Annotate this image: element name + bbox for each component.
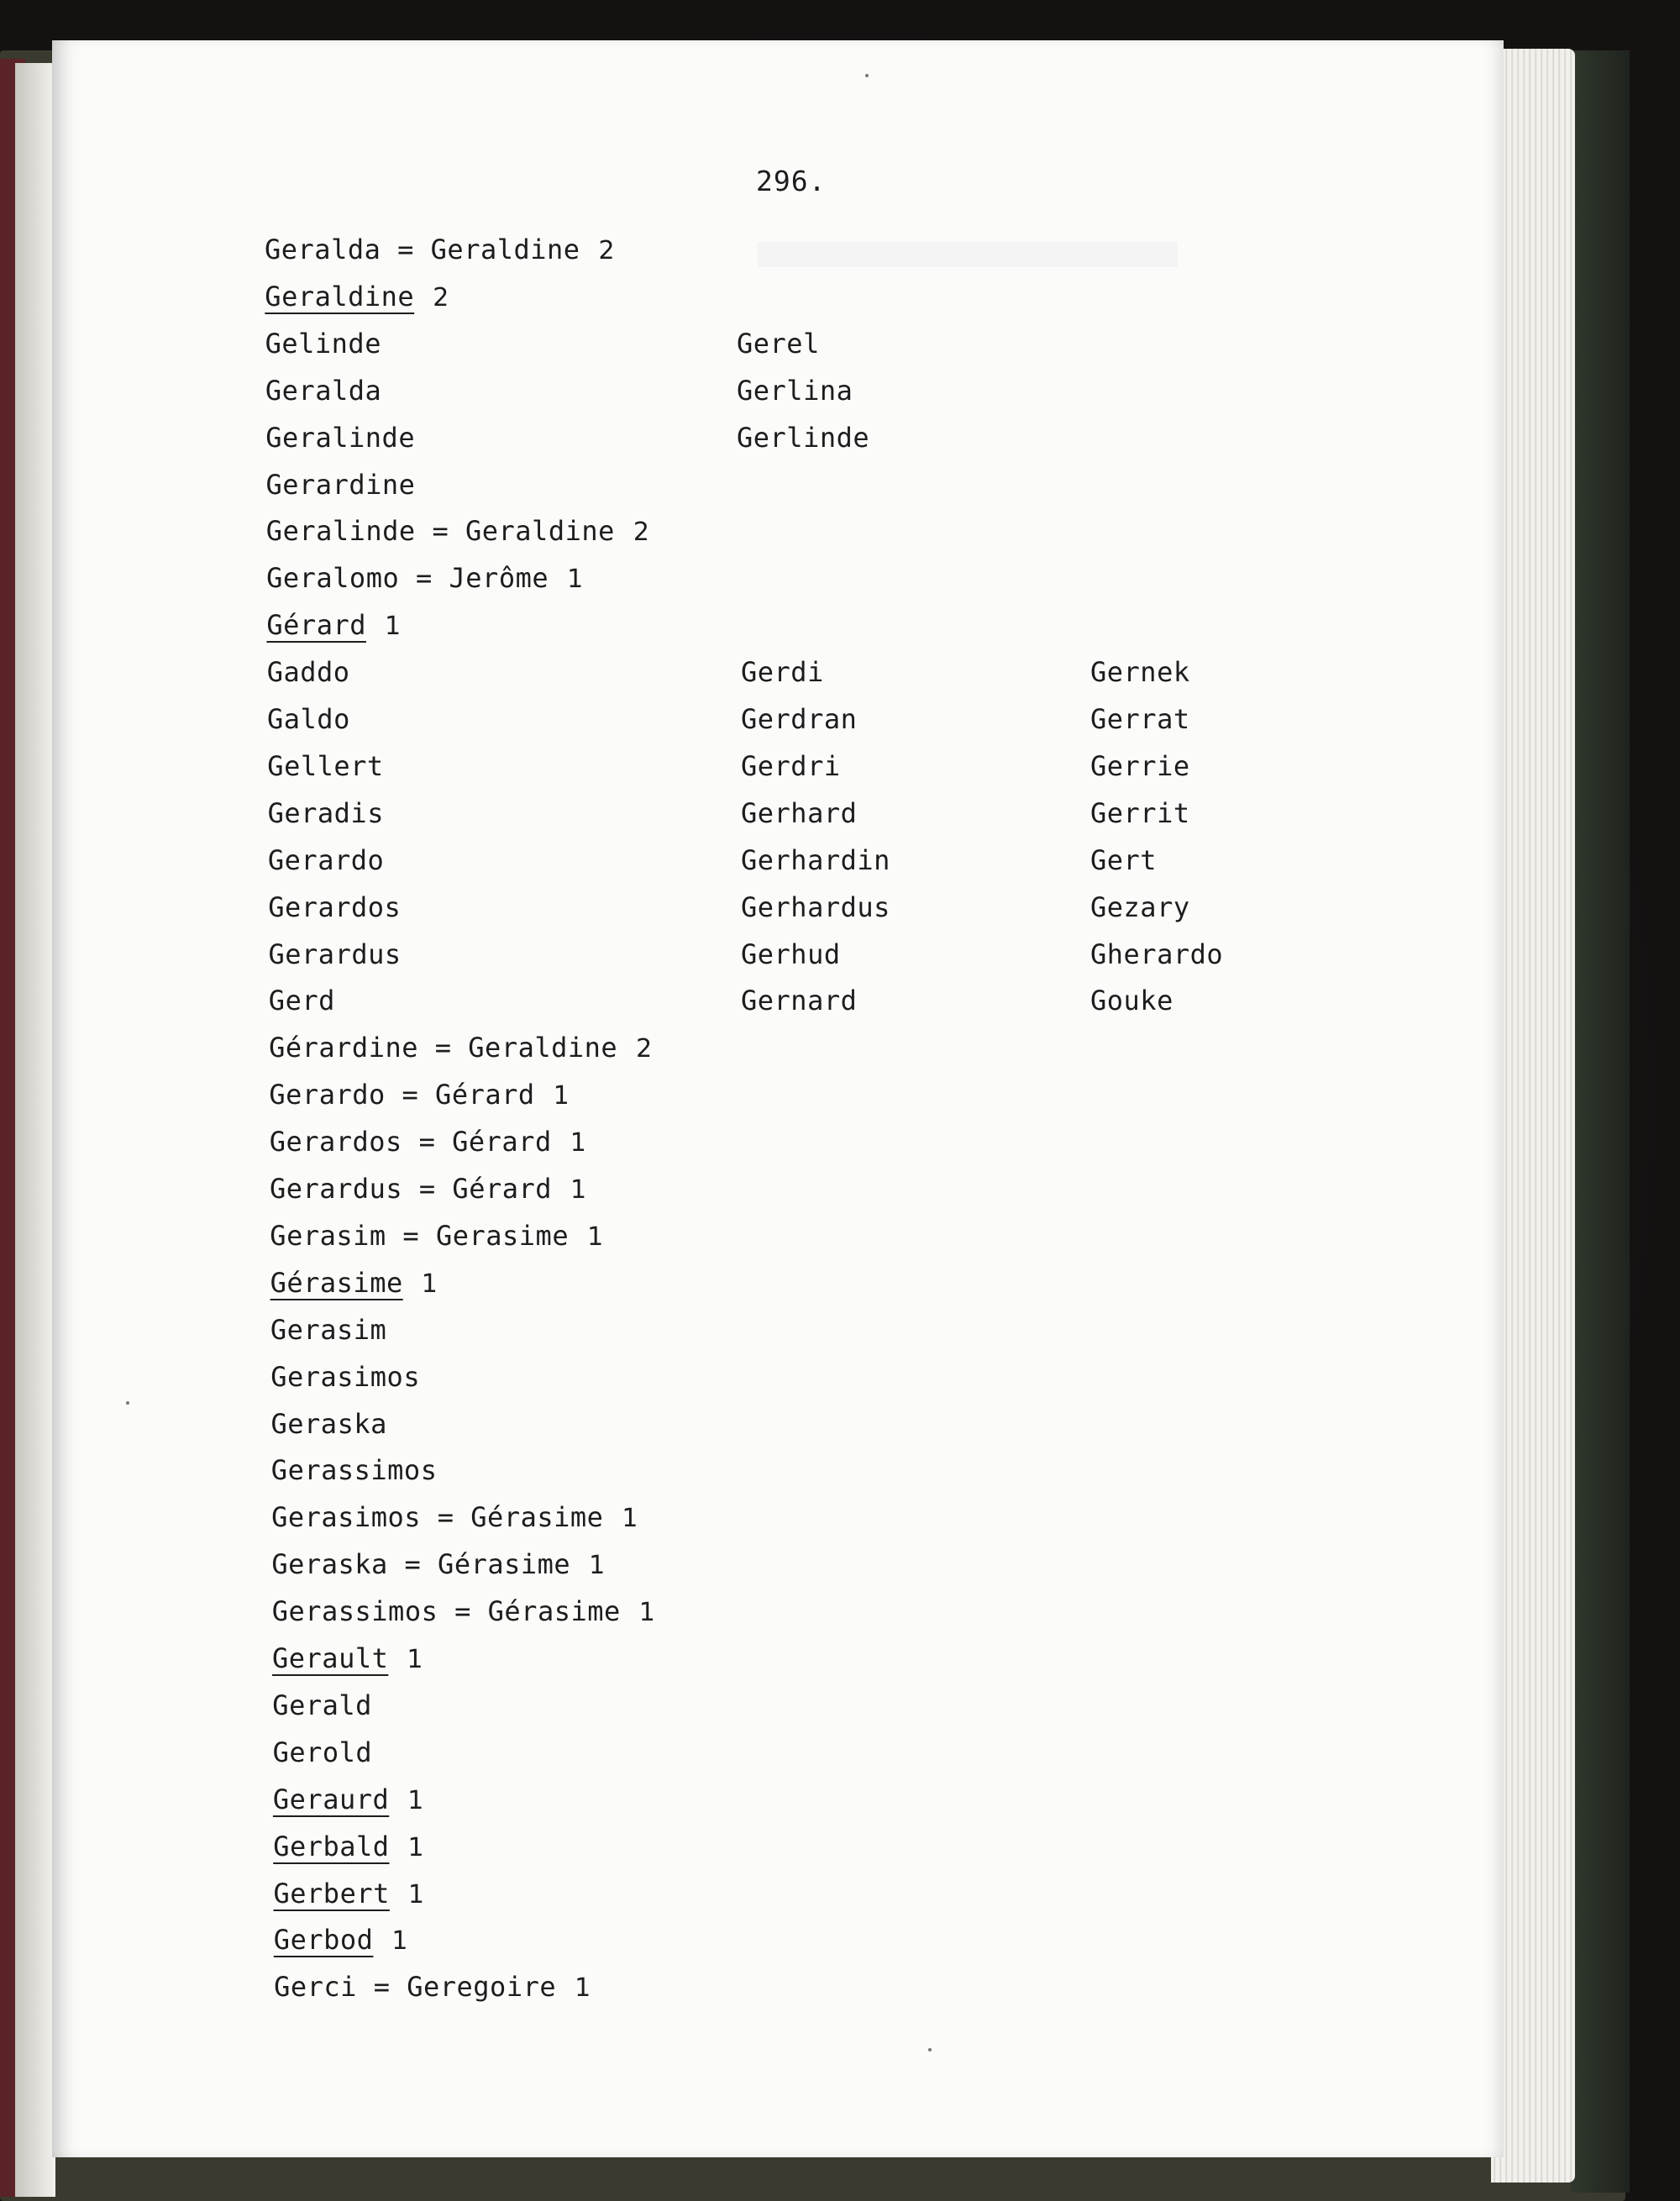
entry-count: 1 [553,1081,570,1111]
entry-text: Geradis [267,796,384,829]
entry-count: 2 [636,1034,653,1064]
entry-row [269,938,402,970]
entry-count: 1 [567,565,584,595]
entry-text: Gerardos [268,890,402,923]
entry-text: Geraska [270,1407,387,1440]
entry-text: Gerci = Geregoire [274,1971,557,2004]
entry-row [270,1126,587,1158]
entry-row [272,1689,372,1721]
entry-row [265,328,381,360]
entry-row [265,281,449,313]
entry-row [266,469,416,501]
column-2-item: Gerhud [741,938,841,970]
cover-spine-right [1571,50,1630,2193]
entry-text: Geralinde [265,421,416,454]
entry-count: 1 [384,612,402,642]
entry-row [268,797,384,829]
speck [865,74,869,77]
column-3-item: Gert [1090,843,1158,876]
column-3-item: Gouke [1090,985,1173,1017]
column-2-item: Gerhardin [741,843,890,876]
column-3-item: Gerrat [1090,703,1190,735]
entry-row [274,1971,591,2003]
entry-text: Gerald [272,1689,372,1721]
entry-row [273,1831,424,1862]
entry-row [267,656,350,688]
column-3-item: Gezary [1090,890,1190,923]
column-2-item: Gerlinde [737,421,870,454]
page-number: 296. [756,165,827,197]
entry-row [274,1878,425,1909]
entry-row [266,562,584,594]
entry-text: Gérasime [270,1266,403,1299]
column-2-item: Gernard [741,985,858,1017]
entry-row [270,1220,603,1252]
entry-text: Gérard [266,609,366,642]
entry-count: 1 [421,1269,438,1299]
entry-row [271,1501,638,1533]
entry-row [273,1783,424,1815]
entry-text: Geralda [265,374,382,407]
entry-text: Gerasim = Gerasime [270,1219,570,1252]
entry-text: Gerassimos = Gérasime [271,1595,621,1628]
column-2-item: Gerdri [741,749,841,782]
entry-row [271,1454,438,1486]
column-2-item: Gerhardus [741,890,890,923]
column-2-item: Gerdi [741,656,824,689]
column-2-item: Gerdran [741,703,858,735]
entry-text: Gerardus [268,938,402,970]
entry-text: Gerbert [273,1877,390,1909]
column-2-item: Gerel [737,327,820,360]
entry-text: Gerasim [270,1313,387,1346]
column-3-item: Gerrit [1090,796,1190,829]
entry-row [267,750,383,782]
entry-row [269,1032,653,1064]
entry-text: Gerardos = Gérard [269,1126,552,1158]
entry-count: 1 [407,1832,425,1862]
entry-text: Geraldine [265,280,415,313]
entry-row [274,1924,408,1956]
page-stack-edge [1491,49,1575,2183]
entry-text: Geraska = Gérasime [271,1548,571,1581]
entry-text: Gerasimos = Gérasime [271,1501,604,1534]
entry-text: Gerardus = Gérard [270,1173,553,1205]
entry-text: Gerasimos [270,1360,421,1393]
entry-text: Gerbod [273,1924,374,1957]
entry-row [267,703,350,735]
column-3-item: Gernek [1090,656,1190,689]
entry-text: Gellert [267,749,384,782]
show-through [758,242,1178,267]
entry-row [269,1079,570,1111]
entry-row [270,1267,438,1299]
entry-row [270,1314,386,1346]
entry-count: 2 [598,236,616,265]
speck [126,1401,129,1405]
entry-row [265,422,415,454]
entry-count: 2 [633,517,650,548]
entry-row [273,1736,373,1768]
entry-count: 1 [570,1128,587,1158]
entry-text: Gelinde [265,327,381,360]
entry-text: Gérardine = Geraldine [269,1032,618,1064]
column-3-item: Gherardo [1090,938,1224,970]
entry-text: Gerardine [265,468,416,501]
entry-text: Gerd [268,985,335,1017]
entry-text: Gaddo [266,656,350,689]
entry-count: 1 [407,1785,424,1815]
entry-text: Gerold [272,1736,373,1768]
entry-row [268,891,401,923]
entry-text: Gerardo = Gérard [269,1079,535,1111]
entry-row [269,985,335,1016]
entry-text: Geralda = Geraldine [265,234,580,265]
entry-count: 1 [575,1973,591,2004]
entry-count: 1 [589,1551,606,1581]
entry-row [266,609,401,641]
entry-text: Gerault [272,1642,389,1674]
entry-text: Geralomo = Jerôme [266,562,549,595]
column-3-item: Gerrie [1090,749,1190,782]
entry-count: 1 [407,1645,423,1674]
entry-row [272,1595,656,1627]
entry-count: 2 [433,282,449,313]
entry-count: 1 [570,1175,587,1205]
entry-row [270,1173,587,1205]
entry-row [271,1408,387,1440]
entry-row [270,1361,420,1393]
entry-row [265,234,615,265]
entry-text: Geralinde = Geraldine [265,515,615,548]
entry-count: 1 [622,1504,638,1534]
entry-text: Geraurd [272,1783,390,1815]
entry-text: Gerassimos [270,1454,438,1487]
column-2-item: Gerlina [737,374,853,407]
entry-text: Gerardo [267,843,385,876]
entry-row [268,844,384,876]
speck [928,2048,932,2051]
entry-row [271,1548,605,1580]
entry-row [272,1642,423,1674]
entry-count: 1 [638,1598,656,1628]
entry-count: 1 [407,1879,425,1909]
entry-text: Galdo [267,703,350,735]
entry-row [266,515,650,547]
entry-row [265,375,381,407]
entry-count: 1 [587,1221,604,1252]
entry-count: 1 [391,1926,408,1957]
entry-text: Gerbald [273,1830,390,1862]
left-page-edge [15,63,55,2197]
document-page [52,40,1504,2157]
column-2-item: Gerhard [741,796,858,829]
